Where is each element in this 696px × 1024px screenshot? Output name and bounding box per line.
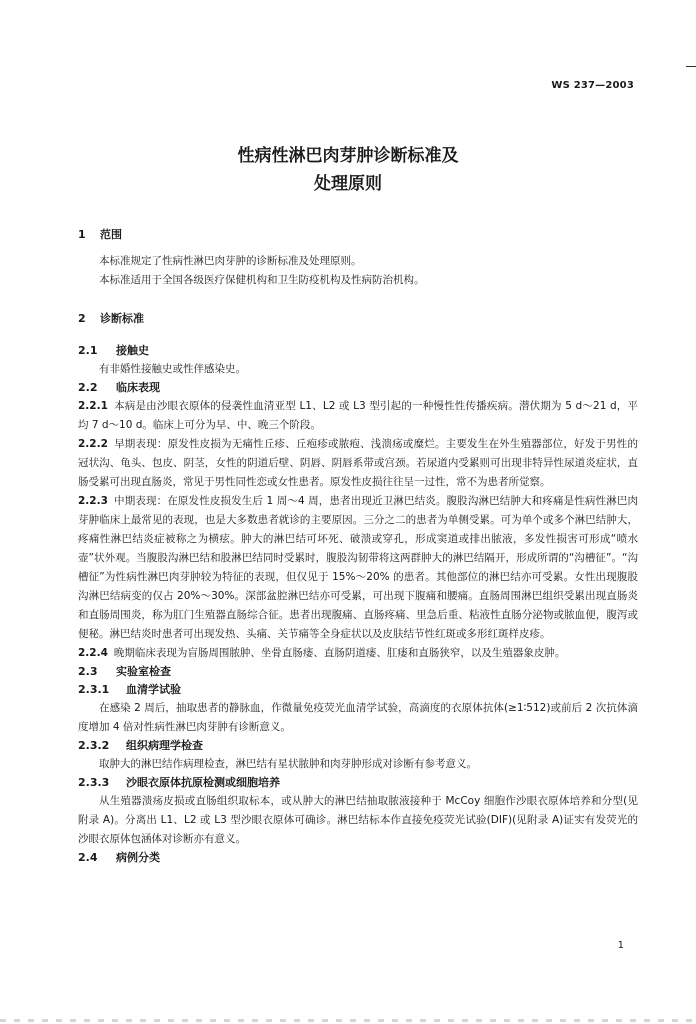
clause-2-2-4 [78,644,638,663]
clause-2-2-3 [78,492,638,644]
section-number: 1 [78,228,86,241]
document-title-line-2: 处理原则 [314,174,382,194]
subsection-number: 2.3 [78,665,98,678]
subsection-number: 2.1 [78,344,98,357]
page-number: 1 [617,940,624,951]
clause-number: 2.2.2 [78,438,108,450]
subsection-title: 接触史 [116,344,149,357]
clause-2-2-2 [78,435,638,492]
subsection-title: 实验室检查 [116,665,171,678]
subsection-2-3-2-heading [78,737,638,755]
subsection-number: 2.3.3 [78,776,110,789]
clause-text: 晚期临床表现为盲肠周围脓肿、坐骨直肠瘘、直肠阴道瘘、肛瘘和直肠狭窄，以及生殖器象皮肿。 [113,647,566,659]
subsection-2-3-heading [78,663,638,681]
section-number: 2 [78,312,86,325]
subsection-number: 2.4 [78,851,98,864]
subsection-number: 2.3.1 [78,683,110,696]
paragraph: 本标准适用于全国各级医疗保健机构和卫生防疫机构及性病防治机构。 [99,274,425,286]
paragraph: 取肿大的淋巴结作病理检查，淋巴结有星状脓肿和肉芽肿形成对诊断有参考意义。 [99,758,477,770]
section-title: 范围 [100,228,122,241]
edge-mark [686,66,696,67]
subsection-2-3-1-heading [78,681,638,699]
clause-text: 早期表现：原发性皮损为无痛性丘疹、丘疱疹或脓疱、浅溃疡或糜烂。主要发生在外生殖器部位，好发于男性的冠状沟、龟头、包皮、阴茎，女性的阴道后壁、阴唇、阴唇系带或宫颈。若尿道内受累则可出现非特异性尿道炎症状，直肠受累可出现直肠炎，常见于男性同性恋或女性患者。原发性皮损往往呈一过性，常不为患者所觉察。 [78,438,638,488]
clause-number: 2.2.3 [78,495,108,507]
clause-text: 本病是由沙眼衣原体的侵袭性血清亚型 L1、L2 或 L3 型引起的一种慢性性传播疾病。潜伏期为 5 d～21 d，平均 7 d～10 d。临床上可分为早、中、晚三个阶段。 [78,400,638,431]
subsection-number: 2.2 [78,381,98,394]
document-title-line-1: 性病性淋巴肉芽肿诊断标准及 [237,146,459,166]
subsection-number: 2.3.2 [78,739,110,752]
section-2-heading [78,310,638,328]
subsection-2-1-heading [78,342,638,360]
subsection-title: 病例分类 [116,851,160,864]
section-1-heading [78,226,638,244]
clause-2-2-1 [78,397,638,435]
subsection-title: 临床表现 [116,381,160,394]
standard-code: WS 237—2003 [551,80,634,91]
paragraph: 本标准规定了性病性淋巴肉芽肿的诊断标准及处理原则。 [99,255,362,267]
paragraph: 在感染 2 周后，抽取患者的静脉血，作微量免疫荧光血清学试验，高滴度的衣原体抗体(≥1∶512)或前后 2 次抗体滴度增加 4 倍对性病性淋巴肉芽肿有诊断意义。 [78,702,638,733]
subsection-2-3-3-heading [78,774,638,792]
clause-number: 2.2.4 [78,647,108,659]
subsection-title: 血清学试验 [126,683,181,696]
section-title: 诊断标准 [100,312,144,325]
subsection-title: 沙眼衣原体抗原检测或细胞培养 [126,776,280,789]
scan-artifact [0,1019,696,1022]
clause-text: 中期表现：在原发性皮损发生后 1 周～4 周，患者出现近卫淋巴结炎。腹股沟淋巴结肿大和疼痛是性病性淋巴肉芽肿临床上最常见的表现，也是大多数患者就诊的主要原因。三分之二的患者为单侧受累。可为单个或多个淋巴结肿大，疼痛性淋巴结炎症被称之为横痃。肿大的淋巴结可坏死、破溃或穿孔，形成窦道或排出脓液，多发性损害可形成“喷水壶”状外观。当腹股沟淋巴结和股淋巴结同时受累时，腹股沟韧带将这两群肿大的淋巴结隔开，形成所谓的“沟槽征”。“沟槽征”为性病性淋巴肉芽肿较为特征的表现，但仅见于 15%～20% 的患者。其他部位的淋巴结亦可受累。女性出现腹股沟淋巴结病变的仅占 20%～30%。深部盆腔淋巴结亦可受累，可出现下腹痛和腰痛。直肠周围淋巴组织受累出现直肠炎和直肠周围炎，称为肛门生殖器直肠综合征。患者出现腹痛、直肠疼痛、里急后重、粘液性直肠分泌物或脓血便，腹泻或便秘。淋巴结炎时患者可出现发热、头痛、关节痛等全身症状以及皮肤结节性红斑或多形红斑样皮疹。 [78,495,638,640]
paragraph: 从生殖器溃疡皮损或直肠组织取标本，或从肿大的淋巴结抽取脓液接种于 McCoy 细胞作沙眼衣原体培养和分型(见附录 A)。分离出 L1、L2 或 L3 型沙眼衣原体可确诊。淋巴结标本作直接免疫荧光试验(DIF)(见附录 A)证实有发荧光的沙眼衣原体包涵体对诊断亦有意义。 [78,795,638,845]
subsection-2-2-heading [78,379,638,397]
paragraph: 有非婚性接触史或性伴感染史。 [99,363,246,375]
subsection-title: 组织病理学检查 [126,739,203,752]
document-body [78,226,638,867]
subsection-2-4-heading [78,849,638,867]
clause-number: 2.2.1 [78,400,108,412]
